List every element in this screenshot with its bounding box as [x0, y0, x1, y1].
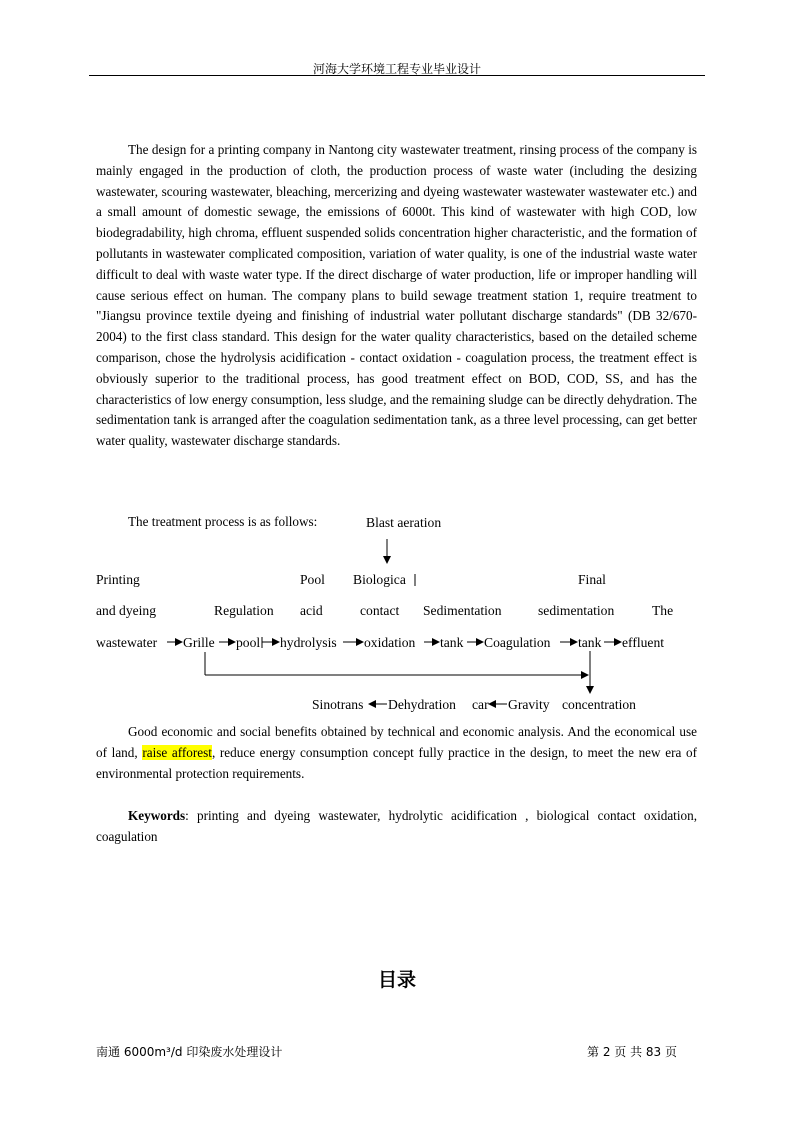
flow-printing: Printing [96, 572, 140, 587]
flow-and-dyeing: and dyeing [96, 603, 157, 618]
flow-biologica: Biologica [353, 572, 406, 587]
flow-pool: Pool [300, 572, 325, 587]
flow-hydrolysis: hydrolysis [280, 635, 337, 650]
footer-title: 南通 6000m³/d 印染废水处理设计 [96, 1045, 283, 1059]
flow-effluent: effluent [622, 635, 665, 650]
abstract-paragraph: The design for a printing company in Nantong city wastewater treatment, rinsing process of the company is mainly engaged in the production of cloth, the production process of waste water (including the desizing wastewater, scouring wastewater, bleaching, mercerizing and dyeing wastewater wastewater wastewater etc.) and a small amount of domestic sewage, the emissions of 6000t. This kind of wastewater with high COD, low biodegradability, high chroma, effluent suspended solids concentration higher characteristic, and the formation of pollutants in wastewater complicated composition, variation of water quality, is one of the industrial waste water difficult to deal with waste water type. If the direct discharge of water production, life or improper handling will cause serious effect on human. The company plans to build sewage treatment station 1, require treatment to "Jiangsu province textile dyeing and finishing of industrial water pollutant discharge standards" (DB 32/670-2004) to the first class standard. This design for the water quality characteristics, based on the detailed scheme comparison, chose the hydrolysis acidification - contact oxidation - coagulation process, the treatment effect is obviously superior to the traditional process, has good treatment effect on BOD, COD, SS, and has the characteristics of low energy consumption, less sludge, and the remaining sludge can be directly dehydration. The sedimentation tank is arranged after the coagulation sedimentation tank, as a three level processing, can get better water quality, wastewater discharge standards. [96, 142, 697, 449]
highlighted-text: raise afforest [142, 744, 212, 760]
keywords-label: Keywords [128, 808, 186, 823]
footer-page-number: 第 2 页 共 83 页 [587, 1045, 677, 1059]
flow-sedimentation-final: sedimentation [538, 603, 615, 618]
flow-the: The [652, 603, 674, 618]
process-intro: The treatment process is as follows: [128, 514, 318, 529]
flow-pool-2: pool [236, 635, 261, 650]
flow-regulation: Regulation [214, 603, 274, 618]
conclusion-text-after: , reduce energy consumption concept fully practice in the design, to meet the new era of environmental protection requirements. [96, 744, 697, 781]
keywords-text: : printing and dyeing wastewater, hydrolytic acidification , biological contact oxidation, coagulation [96, 808, 697, 844]
flow-grille: Grille [183, 635, 215, 650]
flow-sedimentation: Sedimentation [423, 603, 502, 618]
flow-concentration: concentration [562, 697, 636, 712]
toc-title: 目录 [377, 969, 416, 991]
flow-gravity: Gravity [508, 697, 550, 712]
flow-dehydration: Dehydration [388, 697, 456, 712]
flow-blast-aeration: Blast aeration [366, 515, 442, 530]
flow-tank-final: tank [578, 635, 602, 650]
flow-tank: tank [440, 635, 464, 650]
page-header-title: 河海大学环境工程专业毕业设计 [312, 62, 481, 76]
conclusion-paragraph [96, 722, 697, 784]
flow-coagulation: Coagulation [484, 635, 551, 650]
flow-final: Final [578, 572, 606, 587]
flow-acid: acid [300, 603, 323, 618]
flow-oxidation: oxidation [364, 635, 416, 650]
flow-contact: contact [360, 603, 400, 618]
conclusion-text-before: Good economic and social benefits obtained by technical and economic analysis. And the economical use of land, [96, 724, 697, 760]
flow-sinotrans: Sinotrans [312, 697, 364, 712]
conclusion [96, 722, 697, 784]
keywords [96, 805, 697, 847]
flow-wastewater: wastewater [96, 635, 158, 650]
flow-car: car [472, 697, 489, 712]
